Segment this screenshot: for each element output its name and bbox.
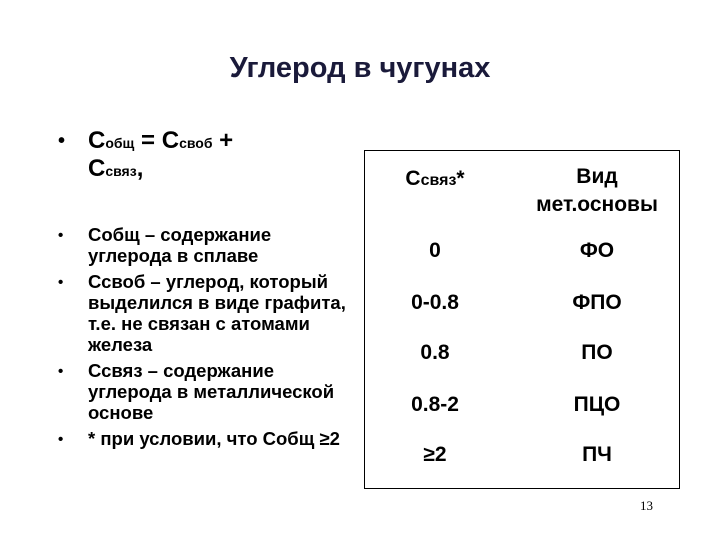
formula-comma: , [136,155,144,182]
list-item [50,271,350,355]
formula-c-letter: С [88,155,106,182]
list-item-text: * при условии, что Собщ ≥2 [88,428,340,449]
list-item-text: Собщ – содержание углерода в сплаве [88,224,272,266]
bullet-marker: • [58,431,64,448]
header-asterisk: * [456,167,465,190]
formula-c-letter: С [161,127,180,154]
formula-c-letter: С [88,127,106,154]
carbon-table [364,150,680,489]
table-cell-c-bound: 0.8 [420,341,450,364]
slide-title: Углерод в чугунах [229,52,491,84]
formula-bullet [50,128,350,184]
table-cell-matrix-type: ПО [581,341,613,364]
bullet-marker: • [58,227,64,244]
formula-c-free [162,127,213,154]
bullet-marker: • [58,130,66,152]
formula-plus: + [212,127,234,154]
list-item [50,360,350,423]
header-c-letter: С [405,167,421,190]
table-cell-c-bound: 0 [429,239,441,262]
list-item-text: Ссвяз – содержание углерода в металлической основе [88,360,335,423]
table-cell-matrix-type: ФО [579,239,615,262]
formula-c-total [88,127,134,154]
table-header-c-bound [365,165,505,195]
table-cell-c-bound: 0-0.8 [411,291,459,314]
header-c-subscript: связ [420,172,457,189]
table-cell-matrix-type: ФПО [572,291,622,314]
formula-c-bound-subscript: связ [105,163,137,179]
bullet-marker: • [58,274,64,291]
table-cell-matrix-type: ПЦО [573,393,621,416]
formula-c-total-subscript: общ [105,135,135,151]
formula-c-bound [88,155,137,182]
table-cell-c-bound: 0.8-2 [411,393,459,416]
table-cell-matrix-type: ПЧ [582,443,612,466]
formula-equals: = [134,127,162,154]
bullet-list [50,128,350,449]
list-item [50,428,350,449]
list-item [50,224,350,266]
table-header-matrix-type: Вид мет.основы [536,165,658,216]
table-cell-c-bound: ≥2 [423,443,447,466]
list-item-text: Ссвоб – углерод, который выделился в виде графита, т.е. не связан с атомами железа [88,271,346,355]
formula-c-free-subscript: своб [179,135,213,151]
page-number: 13 [640,498,653,513]
bullet-marker: • [58,363,64,380]
